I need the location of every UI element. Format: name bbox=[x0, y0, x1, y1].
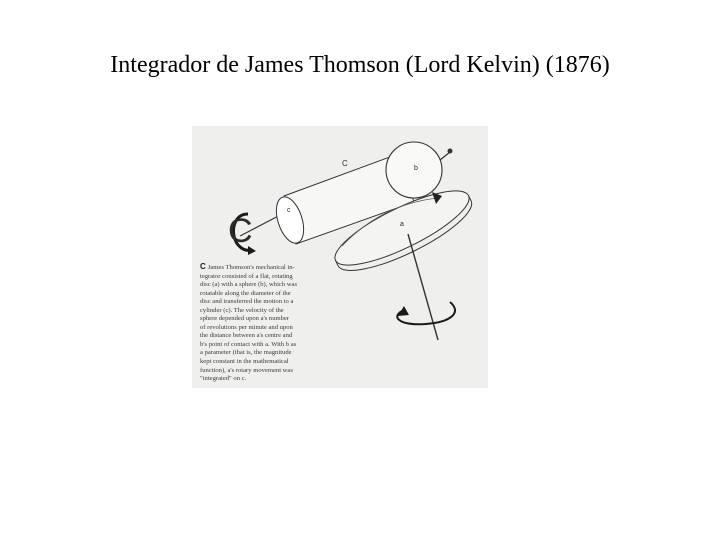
caption-line: disc (a) with a sphere (b), which was bbox=[200, 281, 298, 289]
caption-line: a parameter (that is, the magnitude bbox=[200, 349, 292, 357]
caption-line: C James Thomson's mechanical in- bbox=[200, 262, 295, 271]
caption-dropcap: C bbox=[200, 262, 206, 271]
caption-line: cylinder (c). The velocity of the bbox=[200, 306, 284, 314]
caption-line: rotatable along the diameter of the bbox=[200, 289, 291, 297]
caption-line: disc and transferred the motion to a bbox=[200, 298, 294, 306]
label-cylinder-end: c bbox=[287, 207, 291, 214]
integrator-figure bbox=[192, 126, 488, 388]
caption-line: function), a's rotary movement was bbox=[200, 366, 293, 374]
caption-line: the distance between a's centre and bbox=[200, 332, 293, 340]
label-disc: a bbox=[400, 221, 404, 228]
label-sphere: b bbox=[414, 165, 418, 172]
caption-line: "integrated" on c. bbox=[200, 375, 247, 383]
caption-line: of revolutions per minute and upon bbox=[200, 323, 293, 331]
sphere-axis bbox=[440, 152, 450, 160]
caption-line: kept constant in the mathematical bbox=[200, 358, 289, 366]
big-letter-c: C bbox=[228, 212, 253, 250]
caption-line: b's point of contact with a. With b as bbox=[200, 340, 297, 348]
caption-line: sphere depended upon a's number bbox=[200, 315, 290, 323]
slide-title: Integrador de James Thomson (Lord Kelvin) (1876) bbox=[110, 52, 610, 78]
disc-rotation-arrowhead bbox=[398, 306, 409, 316]
caption-line: tegrator consisted of a flat, rotating bbox=[200, 272, 293, 280]
label-cylinder-upper: C bbox=[342, 159, 348, 168]
sphere-pin bbox=[448, 149, 453, 154]
figure-caption bbox=[200, 263, 352, 384]
